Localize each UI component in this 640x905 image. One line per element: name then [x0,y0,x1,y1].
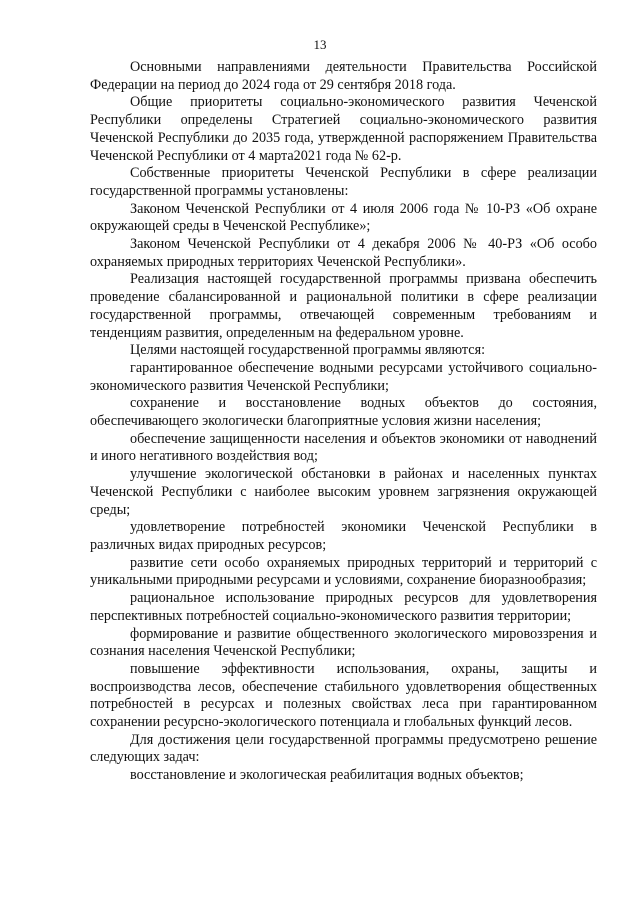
list-item-goal: формирование и развитие общественного экологического мировоззрения и сознания населения Чеченской Республики; [90,625,597,660]
list-item-goal: развитие сети особо охраняемых природных территорий и территорий с уникальными природными ресурсами и условиями, сохранение биоразнообразия; [90,554,597,589]
paragraph-program-implementation: Реализация настоящей государственной программы призвана обеспечить проведение сбалансированной и рациональной политики в сфере реализации государственной программы, отвечающей современным требованиям и тенденциям развития, определенным на федеральном уровне. [90,271,597,341]
page-number: 13 [313,37,327,52]
list-item-goal: гарантированное обеспечение водными ресурсами устойчивого социально-экономического развития Чеченской Республики; [90,359,597,394]
paragraph-own-priorities: Собственные приоритеты Чеченской Республики в сфере реализации государственной программы установлены: [90,165,597,199]
paragraph-general-priorities: Общие приоритеты социально-экономического развития Чеченской Республики определены Стратегией социально-экономического развития Чеченской Республики до 2035 года, утвержденной распоряжением Правительства Чеченской Республики от 4 марта2021 года № 62-р. [90,94,597,164]
paragraph-federal-directions: Основными направлениями деятельности Правительства Российской Федерации на период до 2024 года от 29 сентября 2018 года. [90,59,597,93]
paragraph-goals-intro: Целями настоящей государственной программы являются: [130,342,486,359]
document-body [90,59,597,785]
paragraph-law-environment: Законом Чеченской Республики от 4 июля 2006 года № 10-РЗ «Об охране окружающей среды в Чеченской Республике»; [90,200,597,235]
list-item-goal: повышение эффективности использования, охраны, защиты и воспроизводства лесов, обеспечение стабильного удовлетворения общественных потребностей в ресурсах и полезных свойствах леса при гарантированном сохранении ресурсно-экологического потенциала и глобальных функций лесов. [90,660,597,731]
list-item-goal: обеспечение защищенности населения и объектов экономики от наводнений и иного негативного воздействия вод; [90,430,597,465]
list-item-goal: рациональное использование природных ресурсов для удовлетворения перспективных потребностей социально-экономического развития территории; [90,590,597,624]
paragraph-law-protected-areas: Законом Чеченской Республики от 4 декабря 2006 № 40-РЗ «Об особо охраняемых природных территориях Чеченской Республики». [90,236,597,270]
list-item-goal: улучшение экологической обстановки в районах и населенных пунктах Чеченской Республики с наиболее высоким уровнем загрязнения окружающей среды; [90,466,597,518]
list-item-goal: удовлетворение потребностей экономики Чеченской Республики в различных видах природных ресурсов; [90,519,597,553]
list-item-goal: сохранение и восстановление водных объектов до состояния, обеспечивающего экологически благоприятные условия жизни населения; [90,395,597,430]
paragraph-tasks-intro: Для достижения цели государственной программы предусмотрено решение следующих задач: [90,731,597,766]
list-item-task: восстановление и экологическая реабилитация водных объектов; [130,767,524,784]
